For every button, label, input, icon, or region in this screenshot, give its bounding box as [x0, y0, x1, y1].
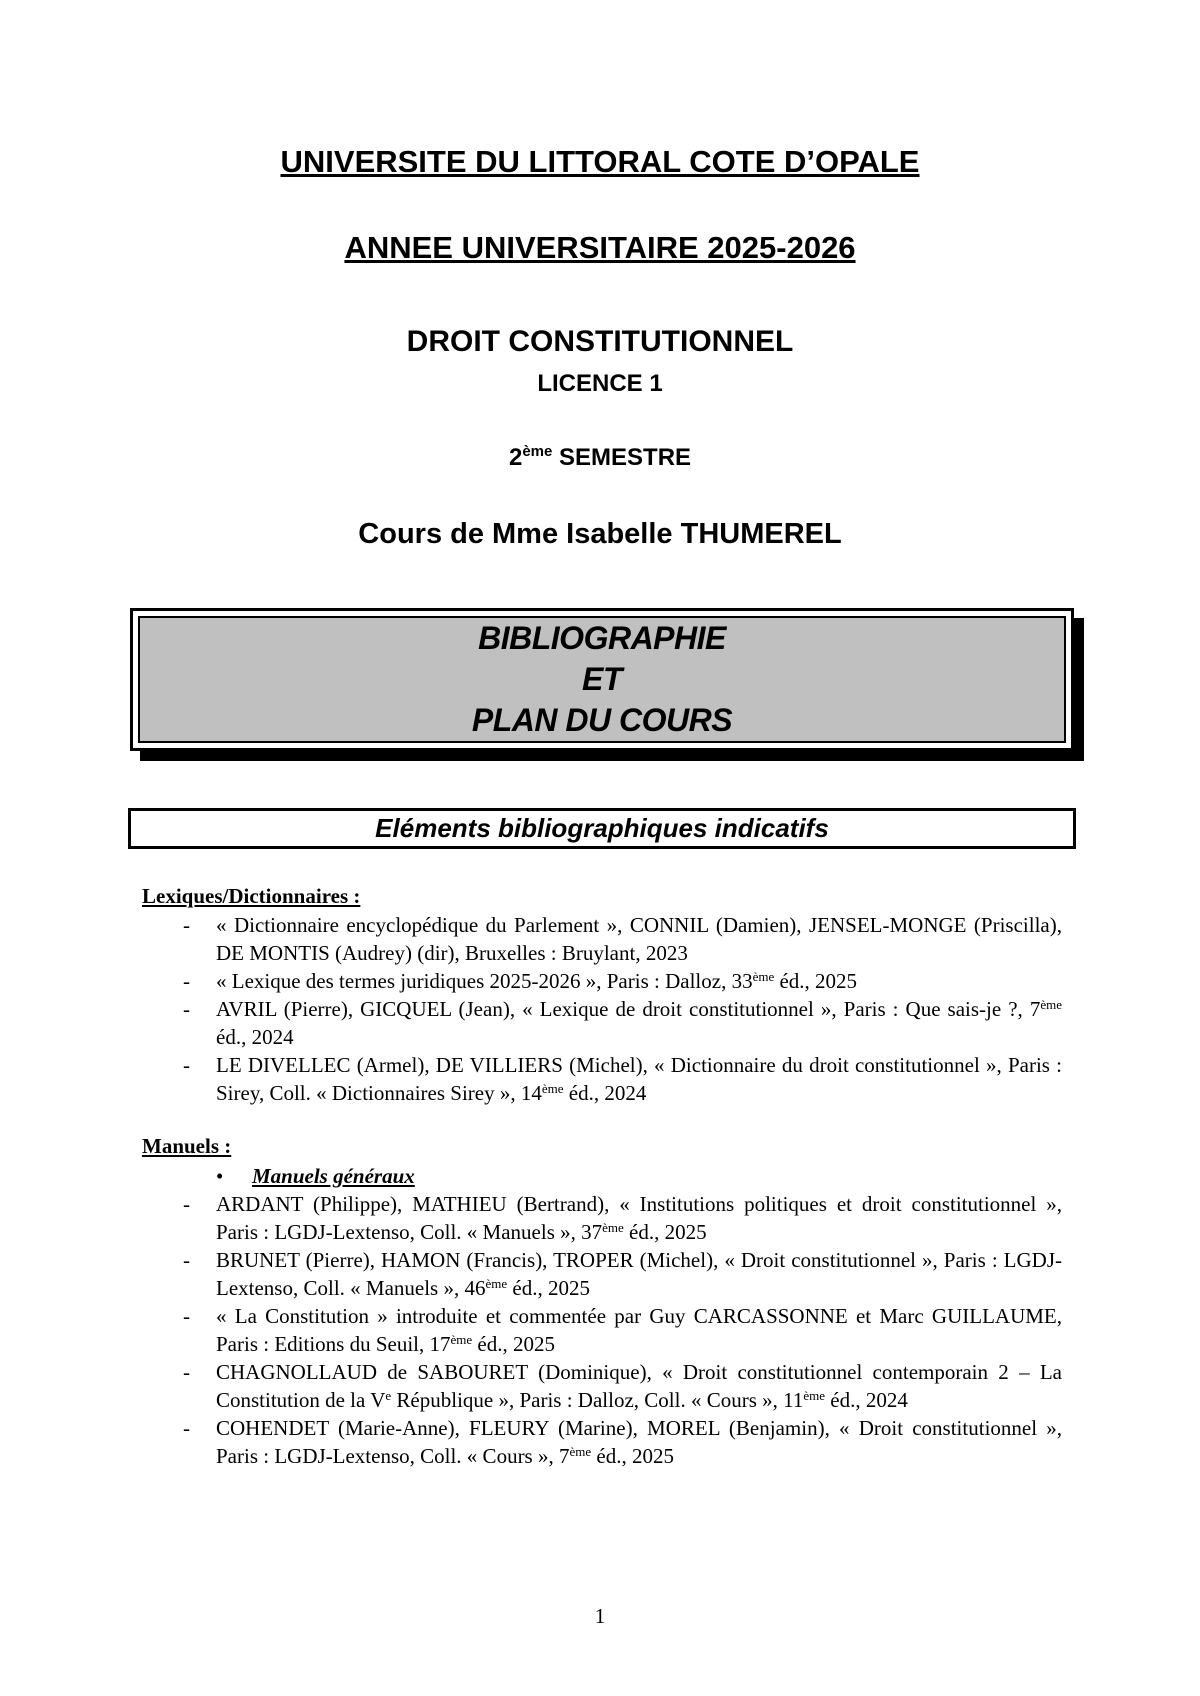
- title-box-line-1: BIBLIOGRAPHIE: [478, 620, 726, 656]
- semester-number: 2: [508, 444, 523, 471]
- level-label: LICENCE 1: [537, 370, 663, 397]
- list-item-sup: ème: [752, 969, 775, 984]
- list-item: [178, 911, 1062, 967]
- list-item-sup: ème: [569, 1444, 592, 1459]
- list-item-text: « Dictionnaire encyclopédique du Parlement », CONNIL (Damien), JENSEL-MONGE (Priscilla), DE MONTIS (Audrey) (dir), Bruxelles : Bruylant, 2023: [216, 913, 1062, 965]
- list-item-sup: ème: [803, 1388, 826, 1403]
- list-item: [178, 967, 1062, 995]
- manuels-list: [178, 1190, 1062, 1470]
- title-box: [130, 608, 1074, 751]
- list-item: [178, 1358, 1062, 1414]
- subheading-text: Manuels généraux: [252, 1164, 415, 1188]
- title-box-line-2: ET: [582, 661, 622, 697]
- list-item-sup: ème: [485, 1276, 508, 1291]
- subject-title: DROIT CONSTITUTIONNEL: [406, 325, 794, 358]
- list-item-text-end: éd., 2025: [472, 1332, 555, 1356]
- semester-superscript: ème: [522, 443, 553, 460]
- list-item-text: COHENDET (Marie-Anne), FLEURY (Marine), MOREL (Benjamin), « Droit constitutionnel », Paris : LGDJ-Lextenso, Coll. « Cours », 7: [216, 1416, 1062, 1468]
- list-item-text: « Lexique des termes juridiques 2025-2026 », Paris : Dalloz, 33: [216, 969, 753, 993]
- list-item: [178, 1246, 1062, 1302]
- title-box-outer-border: [130, 608, 1074, 751]
- list-item-text: « La Constitution » introduite et commentée par Guy CARCASSONNE et Marc GUILLAUME, Paris : Editions du Seuil, 17: [216, 1304, 1062, 1356]
- lexiques-list: [178, 911, 1062, 1107]
- title-box-line-3: PLAN DU COURS: [471, 702, 733, 738]
- academic-year: ANNEE UNIVERSITAIRE 2025-2026: [344, 230, 856, 265]
- university-title: UNIVERSITE DU LITTORAL COTE D’OPALE: [280, 144, 920, 179]
- manuels-subheading: [216, 1162, 415, 1190]
- list-item-text-end: éd., 2025: [774, 969, 858, 993]
- list-item-sup: ème: [1040, 997, 1062, 1012]
- course-instructor: Cours de Mme Isabelle THUMEREL: [358, 518, 842, 550]
- lexiques-heading: Lexiques/Dictionnaires :: [142, 884, 361, 908]
- list-item-text: CHAGNOLLAUD de SABOURET (Dominique), « Droit constitutionnel contemporain 2 – La Constitution de la V: [216, 1360, 1062, 1412]
- list-item-text: BRUNET (Pierre), HAMON (Francis), TROPER (Michel), « Droit constitutionnel », Paris : LGDJ-Lextenso, Coll. « Manuels », 46: [216, 1248, 1062, 1300]
- list-item: [178, 1051, 1062, 1107]
- list-item-text-end: éd., 2025: [591, 1444, 674, 1468]
- list-item-text-mid: République », Paris : Dalloz, Coll. « Cours », 11: [391, 1388, 804, 1412]
- list-item-text-end: éd., 2024: [825, 1388, 908, 1412]
- section-header: Eléments bibliographiques indicatifs: [128, 808, 1076, 849]
- list-item-text-end: éd., 2025: [507, 1276, 590, 1300]
- list-item: [178, 995, 1062, 1051]
- list-item-text: AVRIL (Pierre), GICQUEL (Jean), « Lexique de droit constitutionnel », Paris : Que sais-je ?, 7: [216, 997, 1041, 1021]
- list-item: [178, 1302, 1062, 1358]
- list-item: [178, 1414, 1062, 1470]
- list-item-text-end: éd., 2024: [563, 1081, 647, 1105]
- list-item-text-end: éd., 2025: [623, 1220, 707, 1244]
- list-item-sup: ème: [602, 1220, 624, 1235]
- list-item-text: LE DIVELLEC (Armel), DE VILLIERS (Michel), « Dictionnaire du droit constitutionnel », Paris : Sirey, Coll. « Dictionnaires Sirey », 14: [216, 1053, 1062, 1105]
- list-item: [178, 1190, 1062, 1246]
- bullet-icon: •: [216, 1164, 224, 1188]
- page-number: 1: [594, 1604, 606, 1628]
- manuels-heading: Manuels :: [142, 1134, 232, 1158]
- semester-word: SEMESTRE: [552, 444, 692, 471]
- list-item-sup: e: [385, 1388, 392, 1403]
- title-box-inner: [138, 616, 1066, 743]
- list-item-text-end: éd., 2024: [216, 1025, 294, 1049]
- semester-label: [0, 444, 1200, 472]
- list-item-text: ARDANT (Philippe), MATHIEU (Bertrand), « Institutions politiques et droit constitutionnel », Paris : LGDJ-Lextenso, Coll. « Manuels », 37: [216, 1192, 1062, 1244]
- list-item-sup: ème: [450, 1332, 473, 1347]
- list-item-sup: ème: [541, 1081, 564, 1096]
